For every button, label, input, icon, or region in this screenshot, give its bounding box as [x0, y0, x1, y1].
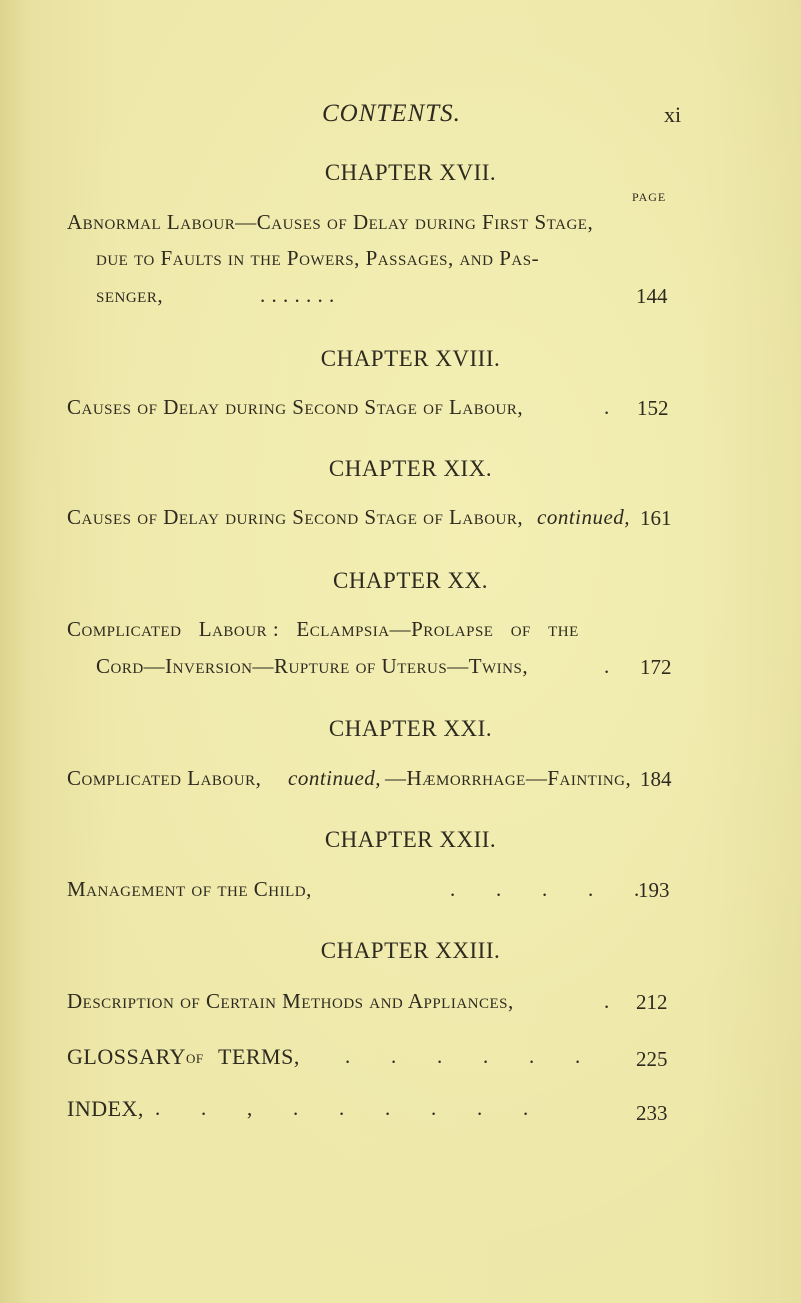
chapter-heading-xxiii: CHAPTER XXIII. [320, 938, 501, 963]
glossary-dots: . . . . . . [345, 1044, 581, 1068]
glossary-label-of: of [186, 1047, 204, 1067]
index-page: 233 [636, 1101, 668, 1125]
toc-entry-xviii-page: 152 [637, 396, 669, 420]
toc-entry-xxi-title: Complicated Labour, [67, 766, 262, 790]
toc-entry-xx-dots: . [604, 654, 610, 678]
chapter-heading-xxi: CHAPTER XXI. [328, 716, 493, 741]
chapter-heading-xviii: CHAPTER XVIII. [320, 346, 501, 371]
toc-entry-xx-line1: Complicated Labour : Eclampsia—Prolapse of the [67, 617, 579, 641]
glossary-page: 225 [636, 1047, 668, 1071]
toc-entry-xxiii-page: 212 [636, 990, 668, 1014]
index-label: INDEX, [67, 1096, 144, 1121]
toc-entry-xvii-line3: senger, [96, 283, 164, 307]
toc-entry-xxii-dots: . . . . . [450, 877, 640, 901]
glossary-label-b: TERMS, [218, 1044, 300, 1069]
chapter-heading-xix: CHAPTER XIX. [328, 456, 493, 481]
running-page-number: xi [664, 102, 682, 127]
toc-entry-xxi-page: 184 [640, 767, 672, 791]
glossary-label-a: GLOSSARY [67, 1044, 186, 1069]
toc-entry-xxii-title: Management of the Child, [67, 877, 312, 901]
page-column-label: PAGE [632, 190, 667, 204]
toc-entry-xxi-continued: continued, [288, 766, 382, 790]
toc-entry-xvii-dots: . . . . . . . [260, 283, 335, 307]
toc-entry-xx-line2: Cord—Inversion—Rupture of Uterus—Twins, [96, 654, 529, 678]
toc-entry-xxiii-title: Description of Certain Methods and Appliances, [67, 989, 514, 1013]
toc-entry-xix-continued: continued, [537, 505, 631, 529]
toc-entry-xxiii-dots: . [604, 989, 610, 1013]
toc-entry-xix-page: 161 [640, 506, 672, 530]
toc-entry-xxi-rest: —Hæmorrhage—Fainting, [385, 766, 632, 790]
toc-entry-xviii-dots: . [604, 395, 610, 419]
toc-entry-xx-page: 172 [640, 655, 672, 679]
running-title: CONTENTS. [322, 100, 461, 127]
toc-entry-xvii-line1: Abnormal Labour—Causes of Delay during First Stage, [67, 210, 594, 234]
chapter-heading-xxii: CHAPTER XXII. [324, 827, 497, 852]
chapter-heading-xvii: CHAPTER XVII. [324, 160, 497, 185]
index-dots: . . , . . . . . . [155, 1096, 529, 1120]
toc-entry-xvii-line2: due to Faults in the Powers, Passages, and Pas- [96, 246, 540, 270]
chapter-heading-xx: CHAPTER XX. [332, 568, 488, 593]
toc-entry-xviii-title: Causes of Delay during Second Stage of Labour, [67, 395, 524, 419]
toc-entry-xvii-page: 144 [636, 284, 668, 308]
toc-entry-xix-title: Causes of Delay during Second Stage of Labour, [67, 505, 524, 529]
toc-entry-xxii-page: 193 [638, 878, 670, 902]
